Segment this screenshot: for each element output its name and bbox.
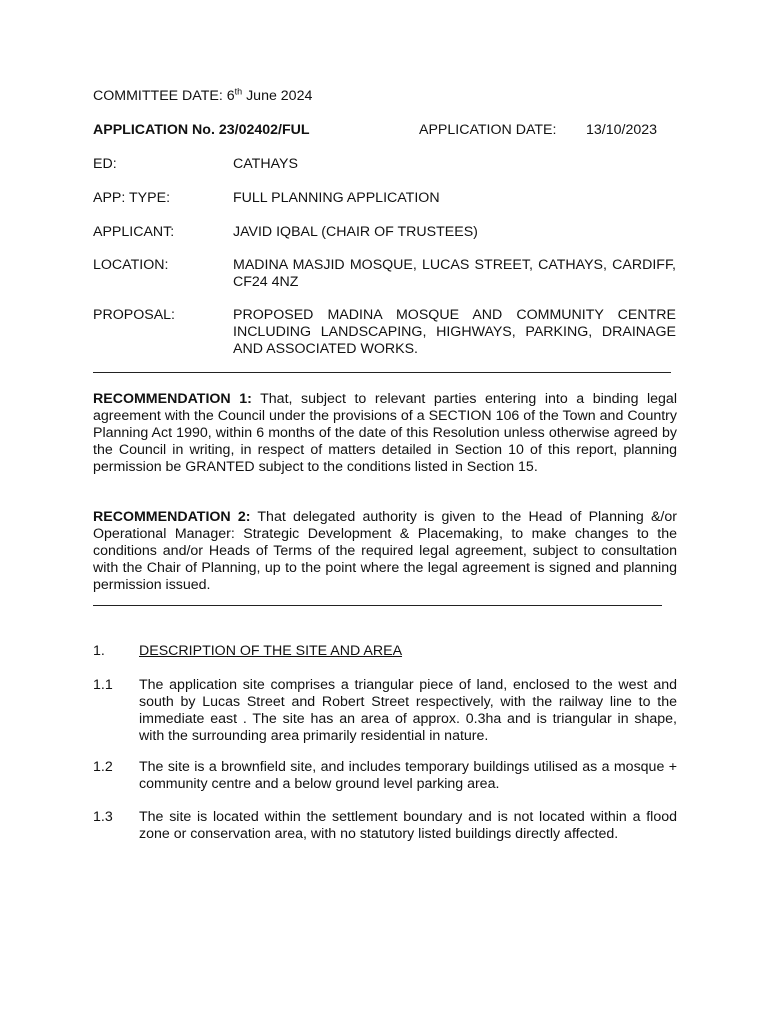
app-type-label: APP: TYPE: — [93, 190, 171, 206]
paragraph-1-3-text: The site is located within the settlement boundary and is not located within a flood zone or conservation area, with no statutory listed buildings directly affected. — [139, 809, 677, 842]
applicant-value: JAVID IQBAL (CHAIR OF TRUSTEES) — [233, 224, 478, 240]
recommendation-2 — [93, 509, 677, 594]
location-value: MADINA MASJID MOSQUE, LUCAS STREET, CATHAYS, CARDIFF, CF24 4NZ — [233, 257, 676, 290]
recommendation-2-text: That delegated authority is given to the Head of Planning &/or Operational Manager: Strategic Development & Placemaking, to make changes to the conditions and/or Heads of Terms of the required legal agreement, subject to consultation with the Chair of Planning, up to the point where the legal agreement is signed and planning permission issued. — [93, 509, 677, 593]
location-label: LOCATION: — [93, 257, 169, 273]
committee-date-sup: th — [234, 86, 243, 97]
recommendation-1-text: That, subject to relevant parties entering into a binding legal agreement with the Council under the provisions of a SECTION 106 of the Town and Country Planning Act 1990, within 6 months of the date of this Resolution unless otherwise agreed by the Council in writing, in respect of matters detailed in Section 10 of this report, planning permission be GRANTED subject to the conditions listed in Section 15. — [93, 391, 677, 475]
proposal-value: PROPOSED MADINA MOSQUE AND COMMUNITY CENTRE INCLUDING LANDSCAPING, HIGHWAYS, PARKING, DRAINAGE AND ASSOCIATED WORKS. — [233, 307, 676, 357]
paragraph-1-1-number: 1.1 — [93, 677, 113, 693]
recommendation-1 — [93, 391, 677, 476]
application-date-label: APPLICATION DATE: — [419, 122, 557, 138]
recommendation-2-heading: RECOMMENDATION 2: — [93, 509, 251, 525]
committee-date — [93, 88, 312, 105]
divider-bottom — [93, 605, 662, 606]
applicant-label: APPLICANT: — [93, 224, 175, 240]
application-number: APPLICATION No. 23/02402/FUL — [93, 122, 310, 138]
committee-date-prefix: COMMITTEE DATE: 6 — [93, 88, 235, 104]
recommendation-1-heading: RECOMMENDATION 1: — [93, 391, 252, 407]
section-title-text: DESCRIPTION OF THE SITE AND AREA — [139, 643, 403, 659]
application-date-value: 13/10/2023 — [586, 122, 658, 138]
ed-label: ED: — [93, 156, 117, 172]
paragraph-1-2-text: The site is a brownfield site, and includes temporary buildings utilised as a mosque + community centre and a below ground level parking area. — [139, 759, 677, 792]
paragraph-1-3-number: 1.3 — [93, 809, 113, 825]
app-type-value: FULL PLANNING APPLICATION — [233, 190, 440, 206]
divider-top — [93, 372, 671, 373]
paragraph-1-1-text: The application site comprises a triangular piece of land, enclosed to the west and south by Lucas Street and Robert Street respectively, with the railway line to the immediate east . The site has an area of approx. 0.3ha and is triangular in shape, with the surrounding area primarily residential in nature. — [139, 677, 677, 744]
proposal-label: PROPOSAL: — [93, 307, 176, 323]
paragraph-1-2-number: 1.2 — [93, 759, 113, 775]
committee-date-suffix: June 2024 — [242, 88, 313, 104]
section-number: 1. — [93, 643, 105, 659]
section-title — [139, 643, 402, 660]
ed-value: CATHAYS — [233, 156, 298, 172]
